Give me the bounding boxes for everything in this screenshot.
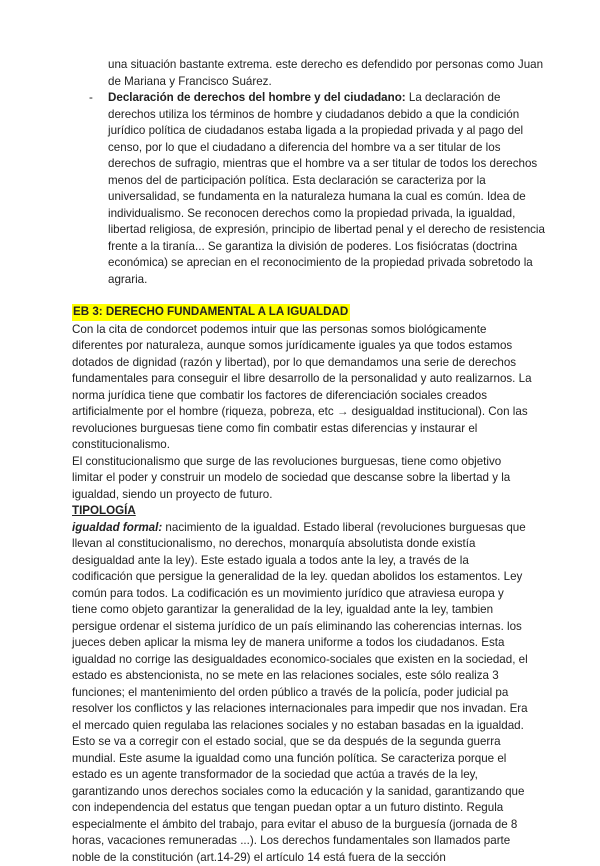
bullet-title: Declaración de derechos del hombre y del ciudadano:: [108, 91, 406, 104]
section-heading: EB 3: DERECHO FUNDAMENTAL A LA IGUALDAD: [72, 304, 350, 321]
list-item: [108, 90, 548, 288]
bullet-paragraph: [108, 90, 548, 288]
intro-paragraph: Con la cita de condorcet podemos intuir que las personas somos biológicamente diferentes por naturaleza, aunque somos jurídicamente iguales ya que todos estamos dotados de dignidad (razón y libertad), por lo que demandamos una serie de derechos fundamentales para conseguir el libre desarrollo de la personalidad y auto realizarnos. La norma jurídica tiene que combatir los factores de diferenciación sociales creados artificialmente por el hombre (riqueza, pobreza, etc → desigualdad institucional). Con las revoluciones burguesas tiene como fin combatir estas diferencias y instaurar el constitucionalismo.: [72, 322, 532, 454]
formal-equality-term: igualdad formal:: [72, 521, 162, 534]
bullet-marker: -: [89, 90, 93, 107]
bullet-text: La declaración de derechos utiliza los términos de hombre y ciudadanos debido a que la condición jurídico política de ciudadanos estaba ligada a la propiedad privada y al pago del censo, por lo que el ciudadano a diferencia del hombre va a ser titular de los derechos de sufragio, mientras que el hombre va a ser titular de todos los derechos menos del de participación política. Esta declaración se caracteriza por la universalidad, se fundamenta en la naturaleza humana la cual es común. Idea de individualismo. Se reconocen derechos como la propiedad privada, la igualdad, libertad religiosa, de expresión, principio de libertad penal y el derecho de resistencia frente a la tiranía... Se garantiza la división de poderes. Los fisiócratas (doctrina económica) se aprecian en el reconocimiento de la propiedad privada sobretodo la agraria.: [108, 91, 545, 286]
constitutionalism-paragraph: El constitucionalismo que surge de las revoluciones burguesas, tiene como objetivo limitar el poder y construir un modelo de sociedad que descanse sobre la libertad y la igualdad, siendo un proyecto de futuro.: [72, 454, 532, 504]
paragraph-continuation: una situación bastante extrema. este derecho es defendido por personas como Juan de Mariana y Francisco Suárez.: [108, 57, 548, 90]
formal-equality-text: nacimiento de la igualdad. Estado liberal (revoluciones burguesas que llevan al constitucionalismo, no derechos, monarquía absolutista donde existía desigualdad ante la ley). Este estado iguala a todos ante la ley, a través de la codificación que persigue la generalidad de la ley. quedan abolidos los estamentos. Ley común para todos. La codificación es un movimiento jurídico que atraviesa europa y tiene como objeto garantizar la generalidad de la ley, igualdad ante la ley, tambien persigue ordenar el sistema jurídico de un país eliminando las coherencias internas. los jueces deben aplicar la misma ley de manera uniforme a todos los ciudadanos. Esta igualdad no corrige las desigualdades economico-sociales que existen en la sociedad, el estado es abstencionista, no se mete en las relaciones sociales, este sólo realiza 3 funciones; el mantenimiento del orden público a través de la policía, poder judicial pa resolver los conflictos y las relaciones internacionales para impedir que nos invadan. Era el mercado quien regulaba las relaciones sociales y no estaban basadas en la igualdad. Esto se va a corregir con el estado social, que se da después de la segunda guerra mundial. Este asume la igualdad como una función política. Se caracteriza porque el estado es un agente transformador de la sociedad que actúa a través de la ley, garantizando unos derechos sociales como la educación y la sanidad, garantizando que con independencia del estatus que tengan puedan optar a un futuro distinto. Regula especialmente el ámbito del trabajo, para evitar el abuso de la burguesía (jornada de 8 horas, vacaciones remuneradas ...). Los derechos fundamentales son llamados parte noble de la constitución (art.14-29) el artículo 14 está fuera de la sección: [72, 521, 528, 864]
main-section: [72, 304, 532, 866]
formal-equality-paragraph: [72, 520, 532, 866]
bullet-section: [108, 57, 548, 288]
subheading-tipologia: TIPOLOGÍA: [72, 503, 532, 520]
